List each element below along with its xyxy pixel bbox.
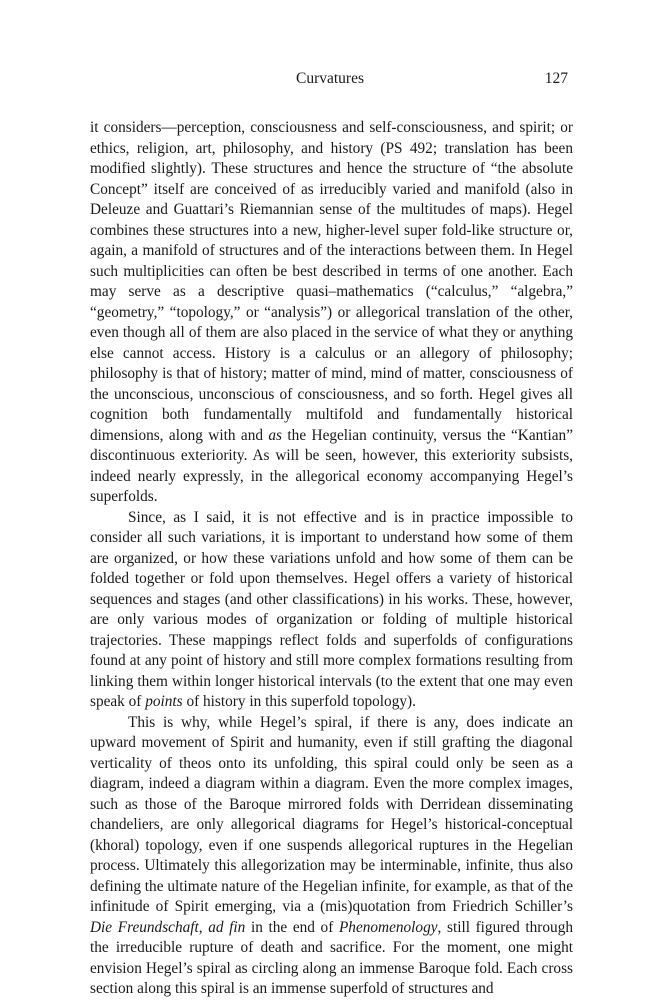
text-segment: it considers—perception, consciousness and self-consciousness, and spirit; or ethics, religion, art, philosophy, and history (PS 492; translation has been modified slightly). These structures and hence the structure of “the absolute Concept” itself are conceived of as irreducibly varied and manifold (also in Deleuze and Guattari’s Riemannian sense of the multitudes of maps). Hegel combines these structures into a new, higher-level super fold-like structure or, again, a manifold of structures and of the interactions between them. In Hegel such multiplicities can often be best described in terms of one another. Each may serve as a descriptive quasi–mathematics (“calculus,” “algebra,” “geometry,” “topology,” or “analysis”) or allegorical translation of the other, even though all of them are also placed in the service of what they or anything else cannot access. History is a calculus or an allegory of philosophy; philosophy is that of history; matter of mind, mind of matter, consciousness of the unconscious, unconscious of consciousness, and so forth. Hegel gives all cognition both fundamentally multifold and fundamentally historical dimensions, along with and [90,119,573,444]
text-segment: , still figured through the irreducible rupture of death and sacrifice. For the moment, one might envision Hegel’s spiral as circling along an immense Baroque fold. Each cross section along this spiral is an immense superfold of structures and [90,918,573,997]
paragraph [90,508,573,713]
text-segment: in the end of [245,918,339,936]
running-head [90,70,570,92]
text-segment: Since, as I said, it is not effective and is in practice impossible to consider all such variations, it is important to understand how some of them are organized, or how these variations unfold and how some of them can be folded together or fold upon themselves. Hegel offers a variety of historical sequences and stages (and other classifications) in his works. These, however, are only various modes of organization or folding of multiple historical trajectories. These mappings reflect folds and superfolds of configurations found at any point of history and still more complex formations resulting from linking them within longer historical intervals (to the extent that one may even speak of [90,508,573,710]
italic-text: Die Freundschaft, ad fin [90,918,246,936]
paragraph [90,713,573,1000]
page-number: 127 [544,70,568,87]
italic-text: Phenomenology [338,918,438,936]
paragraph [90,118,573,508]
text-segment: This is why, while Hegel’s spiral, if there is any, does indicate an upward movement of Spirit and humanity, even if still grafting the diagonal verticality of theos onto its unfolding, this spiral could only be seen as a diagram, indeed a diagram within a diagram. Even the more complex images, such as those of the Baroque mirrored folds with Derridean disseminating chandeliers, are only allegorical diagrams for Hegel’s historical-conceptual (khoral) topology, even if one suspends allegorical ruptures in the Hegelian process. Ultimately this allegorization may be interminable, infinite, thus also defining the ultimate nature of the Hegelian infinite, for example, as that of the infinitude of Spirit emerging, via a (mis)quotation from Friedrich Schiller’s [90,713,573,915]
running-title: Curvatures [295,70,364,87]
text-segment: of history in this superfold topology). [182,693,416,710]
text-segment: the Hegelian continuity, versus the “Kantian” discontinuous exteriority. As will be seen, however, this exteriority subsists, indeed nearly expressly, in the allegorical economy accompanying Hegel’s superfolds. [90,426,573,505]
italic-text: points [145,693,183,710]
italic-text: as [268,426,283,444]
body-text [90,118,573,1000]
